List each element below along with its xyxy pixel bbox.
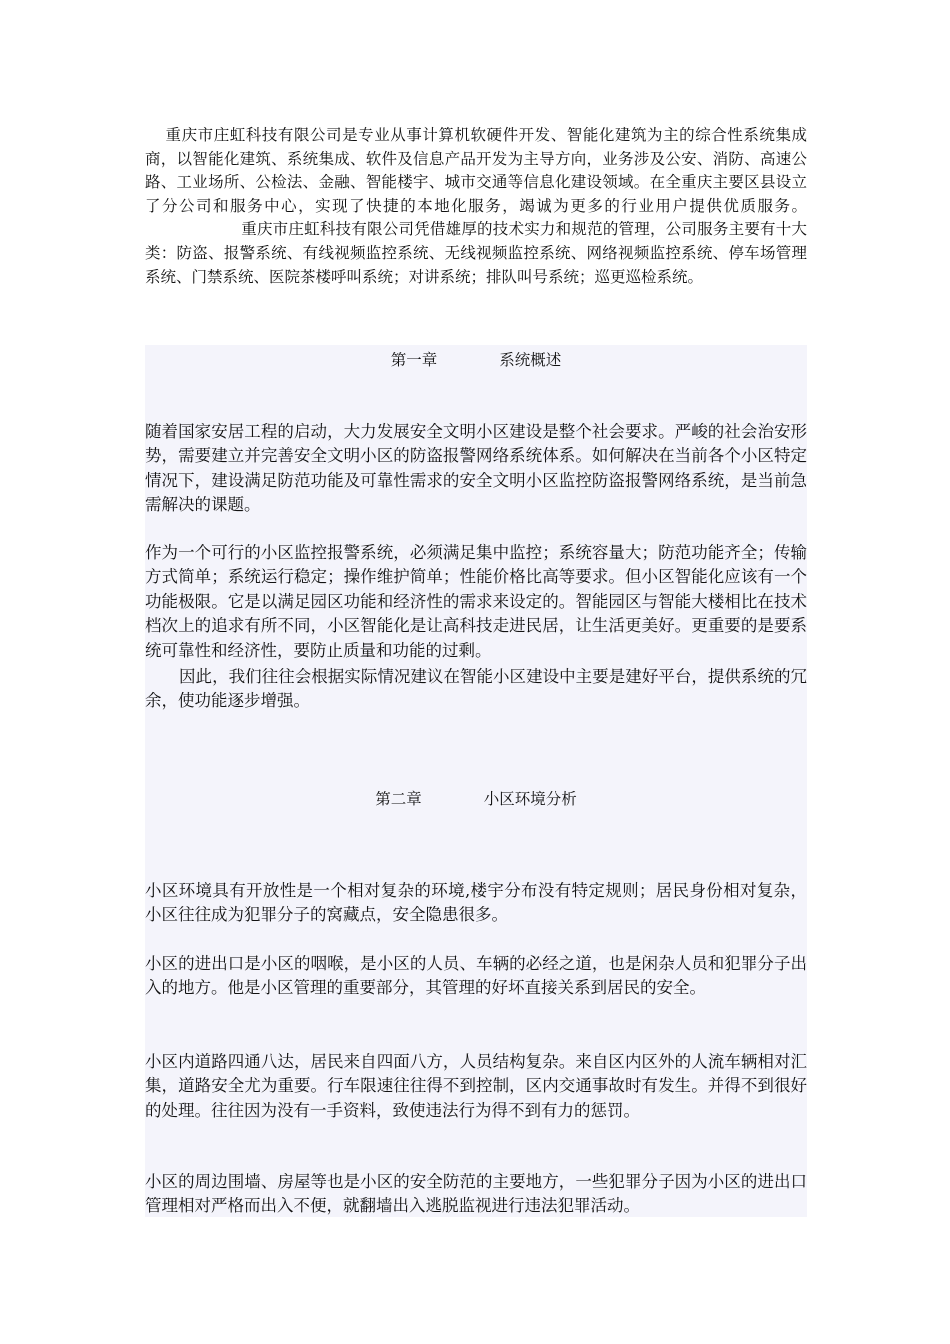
chapter-1-paragraph-1: 随着国家安居工程的启动，大力发展安全文明小区建设是整个社会要求。严峻的社会治安形势，需要建立并完善安全文明小区的防盗报警网络系统体系。如何解决在当前各个小区特定情况下，建设满足防范功能及可靠性需求的安全文明小区监控防盗报警网络系统，是当前急需解决的课题。 — [145, 422, 807, 515]
chapter-1-paragraph-2: 作为一个可行的小区监控报警系统，必须满足集中监控；系统容量大；防范功能齐全；传输方式简单；系统运行稳定；操作维护简单；性能价格比高等要求。但小区智能化应该有一个功能极限。它是以满足园区功能和经济性的需求来设定的。智能园区与智能大楼相比在技术档次上的追求有所不同，小区智能化是让高科技走进民居，让生活更美好。更重要的是要系统可靠性和经济性，要防止质量和功能的过剩。 — [145, 543, 807, 660]
chapter-1-paragraph-3-text: 因此，我们往往会根据实际情况建议在智能小区建设中主要是建好平台，提供系统的冗余，使功能逐步增强。 — [145, 667, 807, 711]
chapter-1-number: 第一章 — [390, 351, 438, 369]
company-intro — [145, 124, 807, 289]
chapter-2-paragraph-2: 小区的进出口是小区的咽喉，是小区的人员、车辆的必经之道，也是闲杂人员和犯罪分子出入的地方。他是小区管理的重要部分，其管理的好坏直接关系到居民的安全。 — [145, 954, 807, 998]
intro-paragraph-1: 重庆市庄虹科技有限公司是专业从事计算机软硬件开发、智能化建筑为主的综合性系统集成商，以智能化建筑、系统集成、软件及信息产品开发为主导方向，业务涉及公安、消防、高速公路、工业场所、公检法、金融、智能楼宇、城市交通等信息化建设领域。在全重庆主要区县设立了分公司和服务中心，实现了快捷的本地化服务，竭诚为更多的行业用户提供优质服务。 — [145, 126, 807, 215]
chapter-2-heading — [145, 787, 807, 811]
intro-paragraph-2: 重庆市庄虹科技有限公司凭借雄厚的技术实力和规范的管理，公司服务主要有十大类：防盗、报警系统、有线视频监控系统、无线视频监控系统、网络视频监控系统、停车场管理系统、门禁系统、医院茶楼呼叫系统；对讲系统；排队叫号系统；巡更巡检系统。 — [145, 220, 807, 286]
chapter-2-number: 第二章 — [375, 790, 422, 808]
chapter-2-paragraph-3: 小区内道路四通八达，居民来自四面八方，人员结构复杂。来自区内区外的人流车辆相对汇集，道路安全尤为重要。行车限速往往得不到控制，区内交通事故时有发生。并得不到很好的处理。往往因为没有一手资料，致使违法行为得不到有力的惩罚。 — [145, 1052, 807, 1120]
content-panel — [145, 345, 807, 1217]
chapter-1-heading — [145, 348, 807, 372]
chapter-2-paragraph-4: 小区的周边围墙、房屋等也是小区的安全防范的主要地方，一些犯罪分子因为小区的进出口管理相对严格而出入不便，就翻墙出入逃脱监视进行违法犯罪活动。 — [145, 1172, 807, 1216]
chapter-2-title: 小区环境分析 — [483, 790, 577, 808]
chapter-1-title: 系统概述 — [499, 351, 562, 369]
chapter-1-paragraph-3 — [145, 665, 807, 714]
chapter-2-paragraph-1: 小区环境具有开放性是一个相对复杂的环境,楼宇分布没有特定规则；居民身份相对复杂，小区往往成为犯罪分子的窝藏点，安全隐患很多。 — [145, 881, 807, 925]
